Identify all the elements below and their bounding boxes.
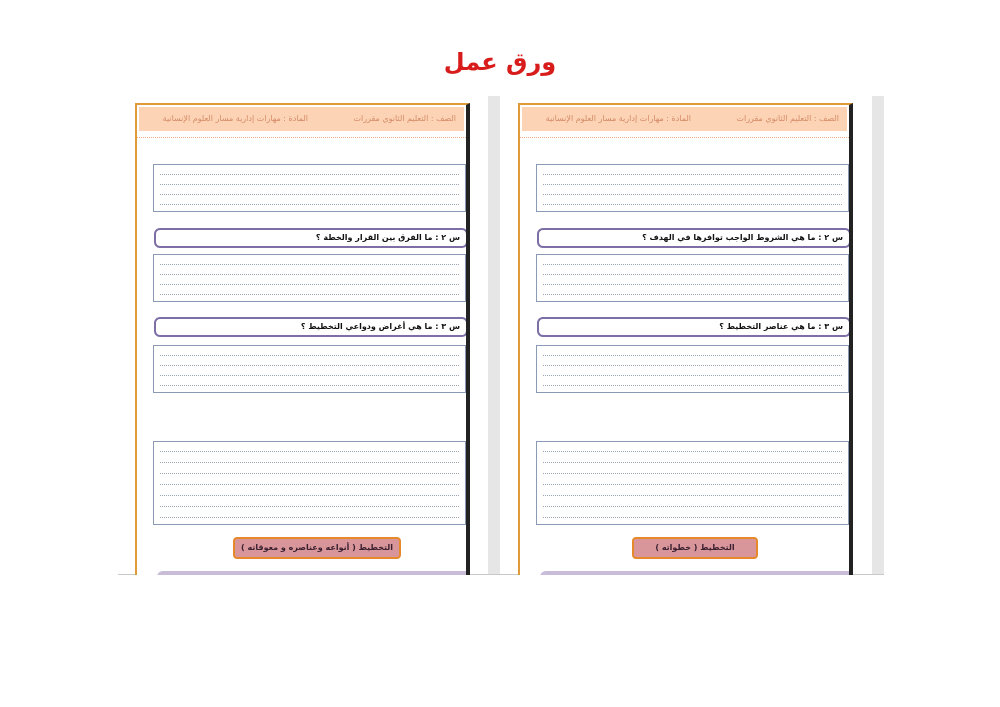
answer-box-4[interactable] <box>153 441 466 525</box>
topic-pill: التخطيط ( أنواعه وعناصره و معوقاته ) <box>233 537 401 559</box>
page-gap-left <box>118 96 134 574</box>
header-subject: المادة : مهارات إدارية مسار العلوم الإنسانية <box>162 114 308 123</box>
question-2: س ٢ : ما هي الشروط الواجب توافرها في الهدف ؟ <box>537 228 851 248</box>
worksheet-page-right <box>518 103 853 575</box>
answer-box-3[interactable] <box>536 345 849 393</box>
bottom-frame-bar <box>157 571 466 575</box>
header-subject: المادة : مهارات إدارية مسار العلوم الإنسانية <box>545 114 691 123</box>
answer-box-1[interactable] <box>153 164 466 212</box>
header-dotted-line <box>137 131 466 138</box>
answer-box-2[interactable] <box>536 254 849 302</box>
page-header <box>139 107 464 131</box>
question-3: س ٣ : ما هي أغراض ودواعي التخطيط ؟ <box>154 317 468 337</box>
answer-box-4[interactable] <box>536 441 849 525</box>
answer-box-1[interactable] <box>536 164 849 212</box>
topic-pill: التخطيط ( خطواته ) <box>632 537 758 559</box>
page-header <box>522 107 847 131</box>
question-3: س ٣ : ما هي عناصر التخطيط ؟ <box>537 317 851 337</box>
answer-box-2[interactable] <box>153 254 466 302</box>
header-grade: الصف : التعليم الثانوي مقررات <box>353 114 456 123</box>
question-2: س ٢ : ما الفرق بين القرار والخطة ؟ <box>154 228 468 248</box>
header-dotted-line <box>520 131 849 138</box>
header-grade: الصف : التعليم الثانوي مقررات <box>736 114 839 123</box>
answer-box-3[interactable] <box>153 345 466 393</box>
bottom-frame-bar <box>540 571 849 575</box>
page-gap-middle <box>488 96 500 574</box>
worksheet-title: ورق عمل <box>443 48 557 76</box>
page-gap-right <box>872 96 884 574</box>
worksheet-page-left <box>135 103 470 575</box>
